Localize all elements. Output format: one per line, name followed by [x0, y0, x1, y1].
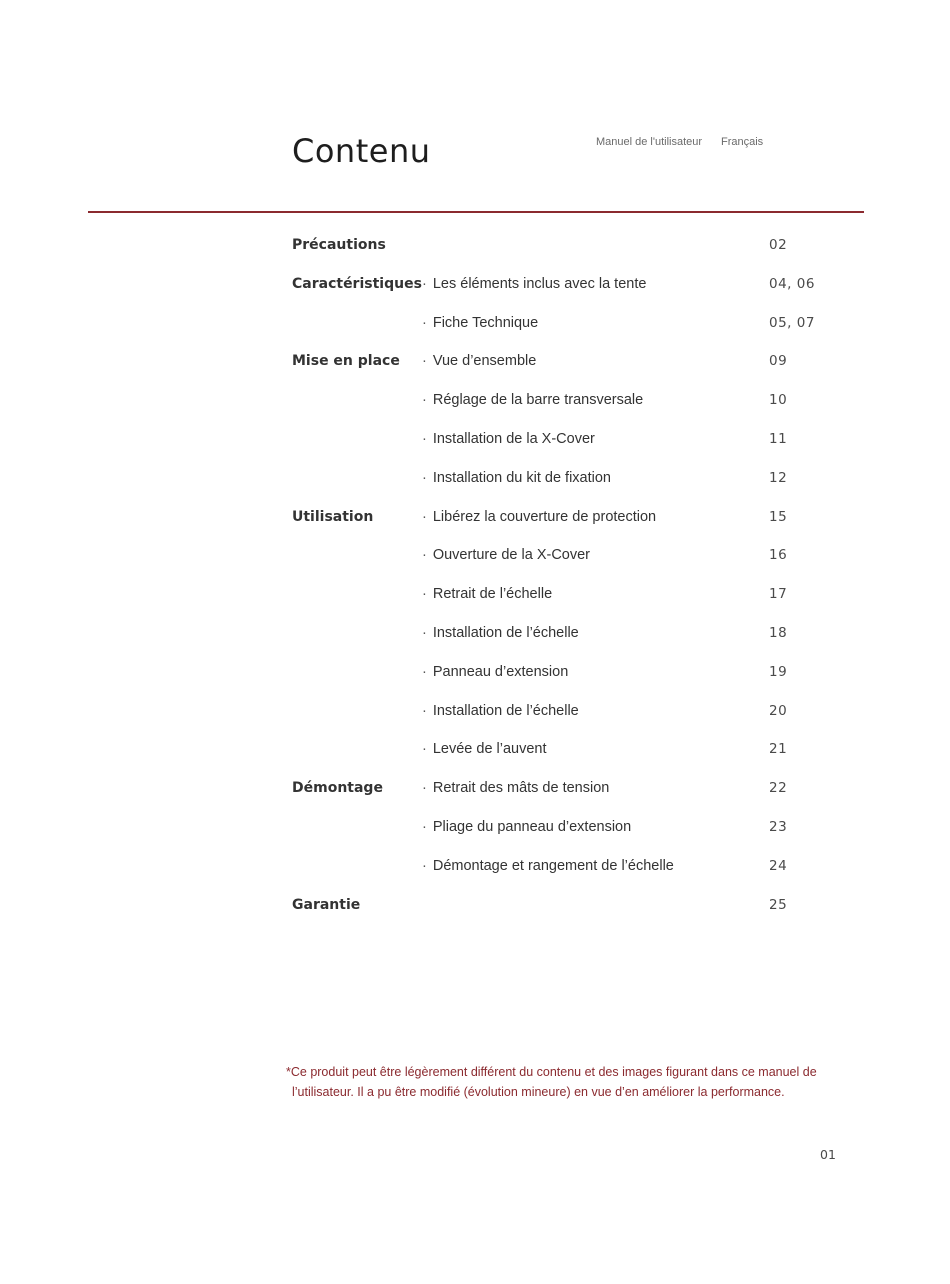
bullet-icon: ·: [422, 508, 427, 525]
toc-item: [422, 420, 595, 459]
toc-row[interactable]: [292, 265, 852, 304]
bullet-icon: ·: [422, 818, 427, 835]
toc-item-label: Installation de l’échelle: [432, 702, 579, 719]
toc-item: [422, 808, 631, 847]
toc-page: 23: [769, 818, 788, 835]
toc-page: 25: [769, 896, 788, 913]
bullet-icon: ·: [422, 702, 427, 719]
bullet-icon: ·: [422, 624, 427, 641]
toc-item-label: Retrait de l’échelle: [432, 586, 553, 603]
toc-row[interactable]: [292, 886, 852, 925]
toc-row[interactable]: [292, 304, 852, 343]
toc-item-label: Installation de la X-Cover: [432, 430, 595, 447]
toc-section: Précautions: [292, 237, 386, 253]
page-title: Contenu: [292, 132, 431, 170]
bullet-icon: ·: [422, 275, 427, 292]
bullet-icon: ·: [422, 663, 427, 680]
toc-page: 20: [769, 702, 788, 719]
toc-item-label: Installation du kit de fixation: [432, 469, 611, 486]
toc-item-label: Les éléments inclus avec la tente: [432, 275, 647, 292]
toc-section: Utilisation: [292, 508, 374, 525]
header-divider: [88, 211, 864, 213]
toc-page: 17: [769, 586, 788, 603]
page-number: 01: [820, 1147, 836, 1162]
toc-row[interactable]: [292, 692, 852, 731]
toc-page: 12: [769, 469, 788, 486]
toc-page: 10: [769, 392, 788, 409]
toc-item: [422, 459, 611, 498]
bullet-icon: ·: [422, 547, 427, 564]
toc-item: [422, 265, 646, 304]
footnote-line-2: l’utilisateur. Il a pu être modifié (évolution mineure) en vue d’en améliorer la performance.: [292, 1085, 785, 1099]
toc-page: 09: [769, 353, 788, 370]
toc-row[interactable]: [292, 730, 852, 769]
bullet-icon: ·: [422, 353, 427, 370]
footnote-line-1: *Ce produit peut être légèrement différent du contenu et des images figurant dans ce manuel de: [286, 1065, 817, 1079]
toc-page: 24: [769, 857, 788, 874]
toc-item: [422, 769, 609, 808]
toc-item: [422, 653, 568, 692]
toc-item: [422, 614, 579, 653]
toc-section: Mise en place: [292, 353, 400, 370]
toc-row[interactable]: [292, 420, 852, 459]
toc-item: [422, 381, 643, 420]
toc-item-label: Retrait des mâts de tension: [432, 780, 610, 797]
bullet-icon: ·: [422, 586, 427, 603]
toc-section: Garantie: [292, 896, 361, 913]
toc-item-label: Ouverture de la X-Cover: [432, 547, 590, 564]
toc-item: [422, 342, 536, 381]
toc-page: 19: [769, 663, 788, 680]
toc-row[interactable]: [292, 653, 852, 692]
toc-row[interactable]: [292, 808, 852, 847]
toc-row[interactable]: [292, 536, 852, 575]
toc-item-label: Panneau d’extension: [432, 663, 569, 680]
toc-row[interactable]: [292, 575, 852, 614]
toc-row[interactable]: [292, 847, 852, 886]
disclaimer-footnote: [286, 1062, 846, 1102]
toc-item-label: Installation de l’échelle: [432, 624, 579, 641]
bullet-icon: ·: [422, 780, 427, 797]
toc-item: [422, 730, 547, 769]
toc-item: [422, 498, 656, 537]
toc-item: [422, 304, 538, 343]
toc-item-label: Démontage et rangement de l’échelle: [432, 857, 674, 874]
toc-page: 04, 06: [769, 275, 815, 292]
toc-section: Démontage: [292, 780, 383, 797]
toc-page: 05, 07: [769, 314, 815, 331]
toc-row[interactable]: [292, 459, 852, 498]
toc-row[interactable]: [292, 498, 852, 537]
toc-item-label: Levée de l’auvent: [432, 741, 547, 758]
toc-page: 15: [769, 508, 788, 525]
manual-label: Manuel de l'utilisateur: [596, 136, 703, 148]
toc-page: 16: [769, 547, 788, 564]
toc-row[interactable]: [292, 381, 852, 420]
toc-row[interactable]: [292, 614, 852, 653]
toc-item-label: Vue d’ensemble: [432, 353, 537, 370]
table-of-contents: [292, 226, 852, 924]
toc-item-label: Pliage du panneau d’extension: [432, 818, 632, 835]
toc-item: [422, 847, 674, 886]
toc-item-label: Réglage de la barre transversale: [432, 392, 644, 409]
bullet-icon: ·: [422, 857, 427, 874]
toc-page: 11: [769, 430, 788, 447]
toc-row[interactable]: [292, 769, 852, 808]
toc-item: [422, 692, 579, 731]
bullet-icon: ·: [422, 741, 427, 758]
toc-item-label: Fiche Technique: [432, 314, 539, 331]
toc-row[interactable]: [292, 226, 852, 265]
toc-item: [422, 575, 552, 614]
bullet-icon: ·: [422, 392, 427, 409]
toc-page: 18: [769, 624, 788, 641]
toc-page: 22: [769, 780, 788, 797]
toc-section: Caractéristiques: [292, 275, 422, 292]
toc-item: [422, 536, 590, 575]
toc-page: 02: [769, 237, 788, 253]
language-label: Français: [721, 136, 764, 148]
toc-item-label: Libérez la couverture de protection: [432, 508, 657, 525]
toc-page: 21: [769, 741, 788, 758]
bullet-icon: ·: [422, 314, 427, 331]
toc-row[interactable]: [292, 342, 852, 381]
bullet-icon: ·: [422, 469, 427, 486]
bullet-icon: ·: [422, 430, 427, 447]
